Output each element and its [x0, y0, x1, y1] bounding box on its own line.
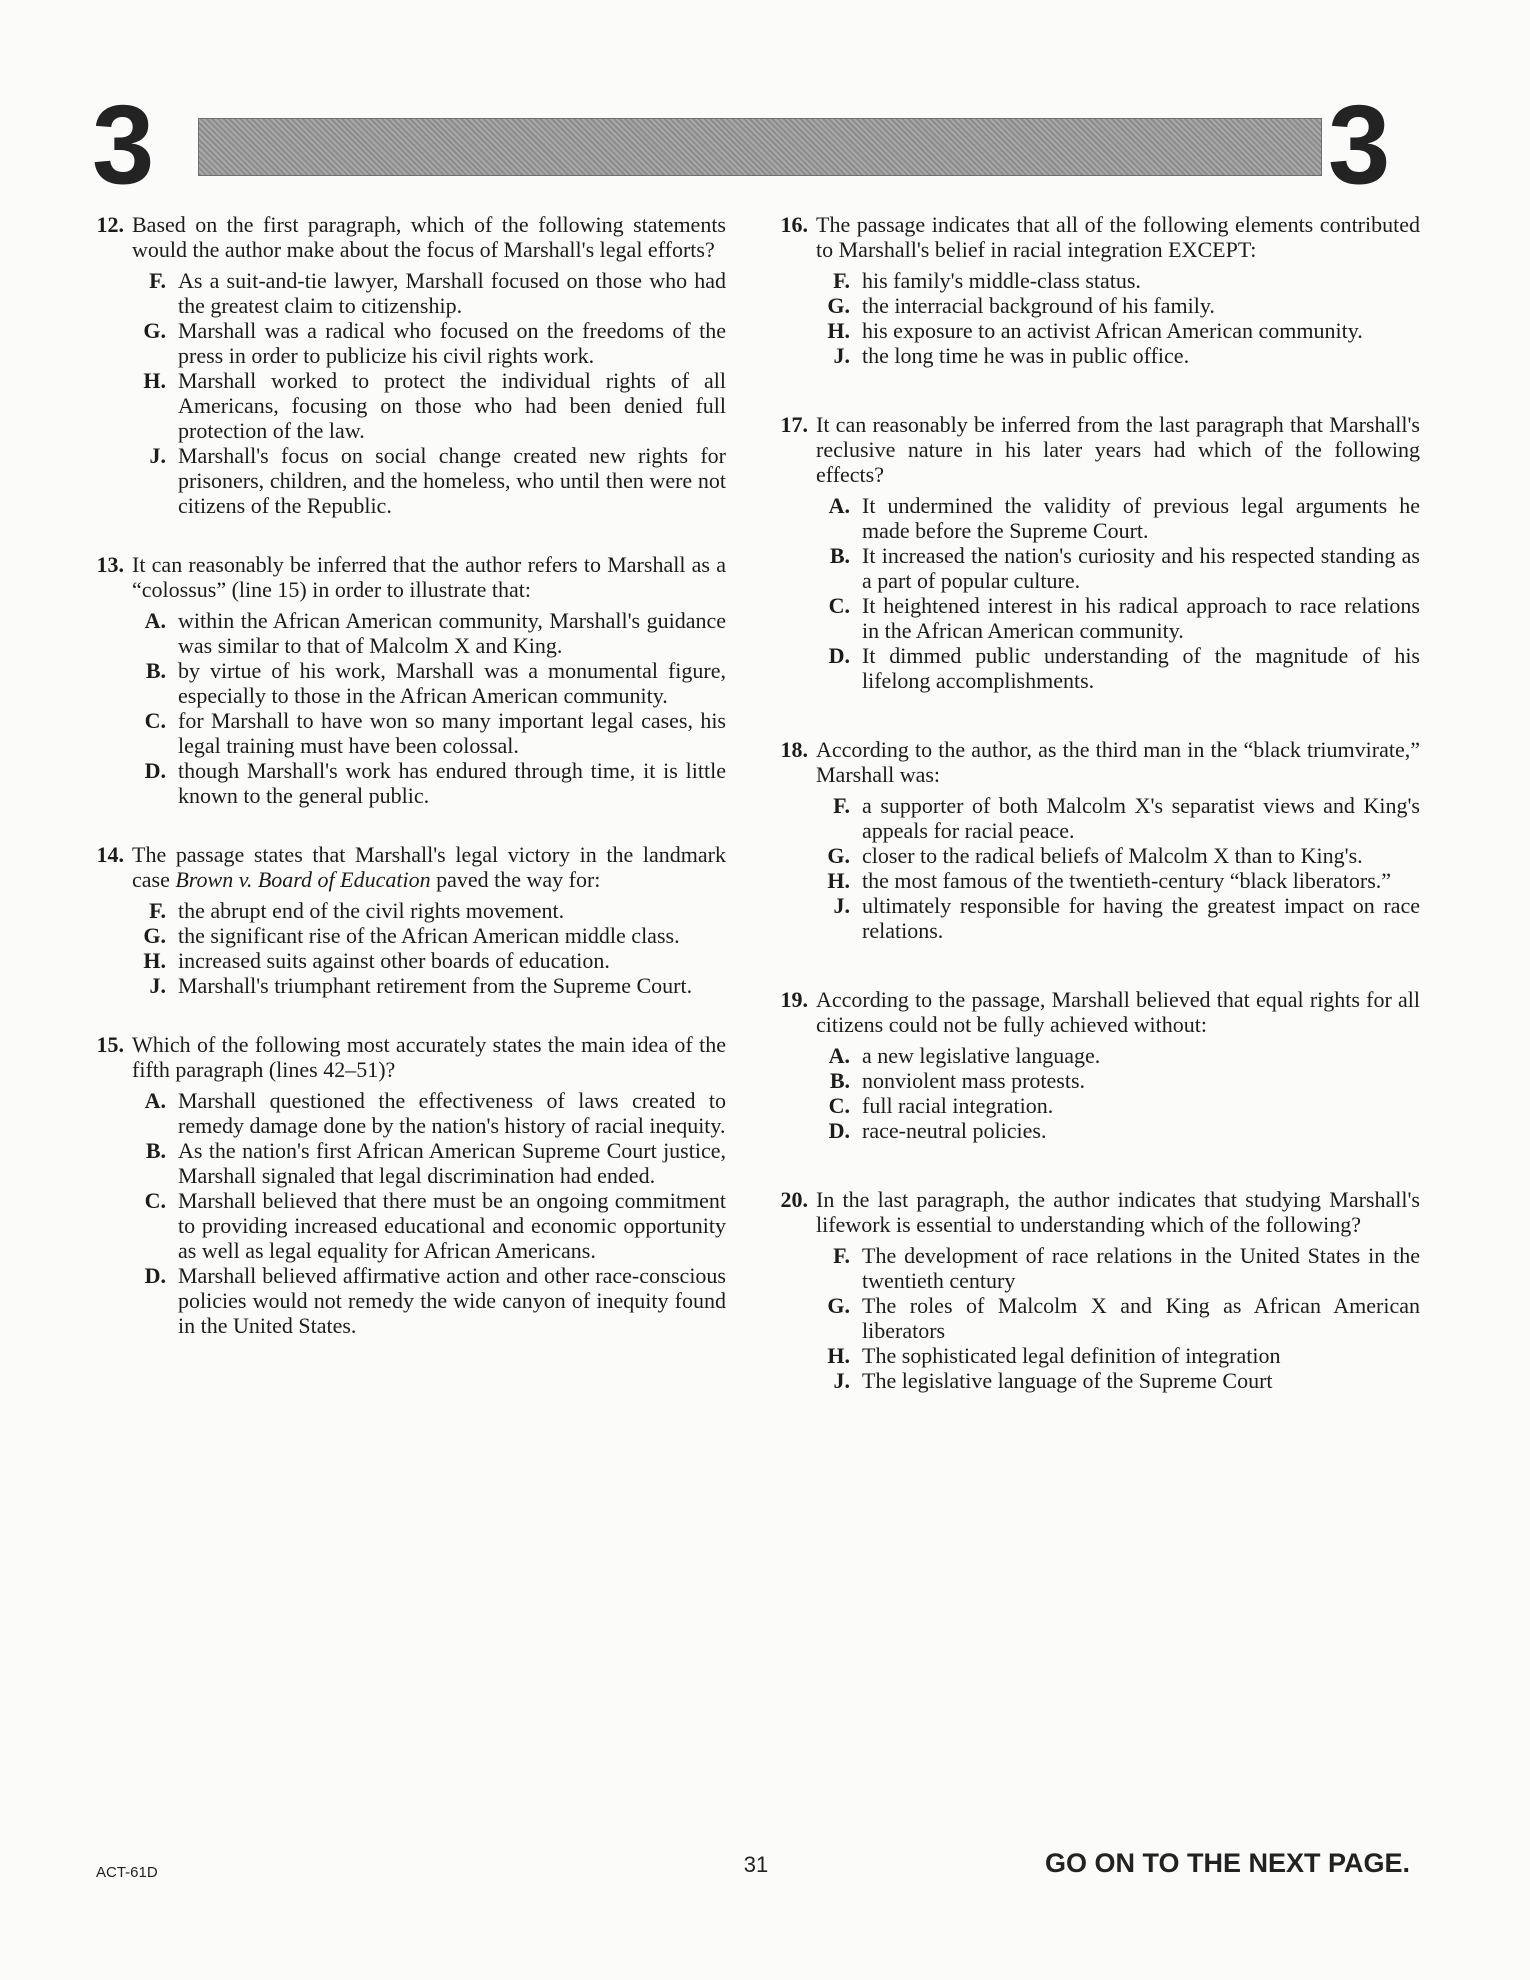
option-letter: J.: [833, 1368, 850, 1393]
answer-option-f[interactable]: [86, 898, 726, 923]
answer-option-j[interactable]: [86, 443, 726, 518]
question-number: 19.: [780, 987, 808, 1012]
option-letter: D.: [144, 758, 166, 783]
option-text: ultimately responsible for having the greatest impact on race relations.: [862, 893, 1420, 943]
option-text: The sophisticated legal definition of integration: [862, 1343, 1281, 1368]
option-letter: C.: [828, 1093, 850, 1118]
question-18: [770, 737, 1420, 943]
question-number: 14.: [96, 842, 124, 867]
question-number: 16.: [780, 212, 808, 237]
question-20: [770, 1187, 1420, 1393]
answer-option-a[interactable]: [86, 608, 726, 658]
option-letter: H.: [827, 318, 850, 343]
question-stem: According to the author, as the third man in the “black triumvirate,” Marshall was:: [816, 737, 1420, 787]
answer-option-c[interactable]: [770, 593, 1420, 643]
option-text: It increased the nation's curiosity and his respected standing as a part of popular culture.: [862, 543, 1420, 593]
option-text: Marshall worked to protect the individual rights of all Americans, focusing on those who had been denied full protection of the law.: [178, 368, 726, 443]
answer-option-f[interactable]: [770, 1243, 1420, 1293]
option-text: for Marshall to have won so many important legal cases, his legal training must have been colossal.: [178, 708, 726, 758]
section-number-left: 3: [92, 82, 155, 207]
right-column: [770, 212, 1420, 1393]
option-letter: B.: [829, 543, 850, 568]
answer-option-d[interactable]: [86, 758, 726, 808]
option-letter: F.: [833, 793, 850, 818]
option-letter: A.: [144, 608, 166, 633]
question-19: [770, 987, 1420, 1143]
question-12: [86, 212, 726, 518]
option-text: the abrupt end of the civil rights movement.: [178, 898, 565, 923]
option-text: It undermined the validity of previous legal arguments he made before the Supreme Court.: [862, 493, 1420, 543]
question-stem: In the last paragraph, the author indicates that studying Marshall's lifework is essential to understanding which of the following?: [816, 1187, 1420, 1237]
case-name: Brown v. Board of Education: [175, 867, 431, 892]
answer-option-d[interactable]: [770, 643, 1420, 693]
answer-option-c[interactable]: [86, 708, 726, 758]
option-letter: H.: [827, 868, 850, 893]
option-text: the long time he was in public office.: [862, 343, 1190, 368]
question-number: 12.: [96, 212, 124, 237]
answer-option-c[interactable]: [86, 1188, 726, 1263]
option-text: As a suit-and-tie lawyer, Marshall focused on those who had the greatest claim to citizenship.: [178, 268, 726, 318]
question-16: [770, 212, 1420, 368]
option-letter: J.: [833, 343, 850, 368]
option-text: The development of race relations in the United States in the twentieth century: [862, 1243, 1420, 1293]
option-text: It dimmed public understanding of the magnitude of his lifelong accomplishments.: [862, 643, 1420, 693]
option-letter: G.: [827, 293, 850, 318]
option-letter: J.: [149, 973, 166, 998]
option-letter: D.: [828, 1118, 850, 1143]
form-code: ACT-61D: [96, 1864, 158, 1881]
answer-option-c[interactable]: [770, 1093, 1420, 1118]
option-letter: A.: [144, 1088, 166, 1113]
option-letter: B.: [145, 1138, 166, 1163]
option-text: race-neutral policies.: [862, 1118, 1047, 1143]
option-letter: F.: [149, 268, 166, 293]
answer-option-b[interactable]: [770, 1068, 1420, 1093]
answer-option-b[interactable]: [86, 1138, 726, 1188]
answer-option-b[interactable]: [86, 658, 726, 708]
option-letter: G.: [827, 1293, 850, 1318]
answer-option-a[interactable]: [770, 1043, 1420, 1068]
option-text: the most famous of the twentieth-century “black liberators.”: [862, 868, 1392, 893]
answer-option-j[interactable]: [770, 1368, 1420, 1393]
option-letter: G.: [143, 318, 166, 343]
option-text: the significant rise of the African American middle class.: [178, 923, 680, 948]
option-text: Marshall believed affirmative action and other race-conscious policies would not remedy the wide canyon of inequity found in the United States.: [178, 1263, 726, 1338]
question-17: [770, 412, 1420, 693]
option-letter: C.: [828, 593, 850, 618]
option-letter: A.: [828, 493, 850, 518]
option-text: the interracial background of his family.: [862, 293, 1215, 318]
question-stem: According to the passage, Marshall believed that equal rights for all citizens could not be fully achieved without:: [816, 987, 1420, 1037]
answer-option-a[interactable]: [86, 1088, 726, 1138]
question-stem: It can reasonably be inferred from the last paragraph that Marshall's reclusive nature in his later years had which of the following effects?: [816, 412, 1420, 487]
answer-option-j[interactable]: [770, 893, 1420, 943]
answer-option-f[interactable]: [86, 268, 726, 318]
option-letter: H.: [143, 948, 166, 973]
option-letter: C.: [144, 1188, 166, 1213]
option-letter: D.: [828, 643, 850, 668]
go-on-instruction: GO ON TO THE NEXT PAGE.: [1044, 1848, 1410, 1878]
option-letter: H.: [143, 368, 166, 393]
answer-option-h[interactable]: [770, 868, 1420, 893]
option-text: his family's middle-class status.: [862, 268, 1141, 293]
option-text: a new legislative language.: [862, 1043, 1101, 1068]
option-text: a supporter of both Malcolm X's separatist views and King's appeals for racial peace.: [862, 793, 1420, 843]
section-number-right: 3: [1328, 82, 1391, 207]
answer-option-g[interactable]: [86, 923, 726, 948]
question-stem: Which of the following most accurately states the main idea of the fifth paragraph (lines 42–51)?: [132, 1032, 726, 1082]
question-14: [86, 842, 726, 998]
answer-option-a[interactable]: [770, 493, 1420, 543]
option-text: increased suits against other boards of education.: [178, 948, 610, 973]
answer-option-j[interactable]: [770, 343, 1420, 368]
option-letter: C.: [144, 708, 166, 733]
answer-option-d[interactable]: [86, 1263, 726, 1338]
answer-option-b[interactable]: [770, 543, 1420, 593]
option-text: Marshall believed that there must be an ongoing commitment to providing increased educational and economic opportunity as well as legal equality for African Americans.: [178, 1188, 726, 1263]
answer-option-g[interactable]: [770, 843, 1420, 868]
option-text: As the nation's first African American Supreme Court justice, Marshall signaled that legal discrimination had ended.: [178, 1138, 726, 1188]
option-letter: J.: [149, 443, 166, 468]
answer-option-g[interactable]: [770, 1293, 1420, 1343]
answer-option-j[interactable]: [86, 973, 726, 998]
option-text: though Marshall's work has endured through time, it is little known to the general public.: [178, 758, 726, 808]
option-text: full racial integration.: [862, 1093, 1054, 1118]
option-text: within the African American community, Marshall's guidance was similar to that of Malcolm X and King.: [178, 608, 726, 658]
question-stem: It can reasonably be inferred that the author refers to Marshall as a “colossus” (line 15) in order to illustrate that:: [132, 552, 726, 602]
section-header-bar: [198, 118, 1322, 176]
question-stem: Based on the first paragraph, which of the following statements would the author make about the focus of Marshall's legal efforts?: [132, 212, 726, 262]
option-letter: B.: [145, 658, 166, 683]
question-number: 20.: [780, 1187, 808, 1212]
option-letter: F.: [833, 268, 850, 293]
answer-option-h[interactable]: [86, 368, 726, 443]
option-letter: A.: [828, 1043, 850, 1068]
option-text: The roles of Malcolm X and King as African American liberators: [862, 1293, 1420, 1343]
answer-option-g[interactable]: [86, 318, 726, 368]
question-stem: The passage states that Marshall's legal victory in the landmark case Brown v. Board of Education paved the way for:: [132, 842, 726, 892]
question-number: 13.: [96, 552, 124, 577]
answer-option-g[interactable]: [770, 293, 1420, 318]
question-number: 17.: [780, 412, 808, 437]
answer-option-d[interactable]: [770, 1118, 1420, 1143]
question-13: [86, 552, 726, 808]
option-text: closer to the radical beliefs of Malcolm X than to King's.: [862, 843, 1363, 868]
question-number: 18.: [780, 737, 808, 762]
option-letter: G.: [827, 843, 850, 868]
option-text: Marshall questioned the effectiveness of laws created to remedy damage done by the nation's history of racial inequity.: [178, 1088, 726, 1138]
page-number: 31: [743, 1852, 769, 1877]
option-text: Marshall's triumphant retirement from the Supreme Court.: [178, 973, 693, 998]
option-letter: F.: [149, 898, 166, 923]
question-stem: The passage indicates that all of the following elements contributed to Marshall's belief in racial integration EXCEPT:: [816, 212, 1420, 262]
option-text: nonviolent mass protests.: [862, 1068, 1086, 1093]
answer-option-f[interactable]: [770, 268, 1420, 293]
option-letter: G.: [143, 923, 166, 948]
option-letter: B.: [829, 1068, 850, 1093]
answer-option-h[interactable]: [770, 1343, 1420, 1368]
answer-option-f[interactable]: [770, 793, 1420, 843]
answer-option-h[interactable]: [770, 318, 1420, 343]
option-text: his exposure to an activist African American community.: [862, 318, 1363, 343]
option-text: It heightened interest in his radical approach to race relations in the African American community.: [862, 593, 1420, 643]
option-letter: D.: [144, 1263, 166, 1288]
option-letter: H.: [827, 1343, 850, 1368]
option-text: by virtue of his work, Marshall was a monumental figure, especially to those in the African American community.: [178, 658, 726, 708]
question-number: 15.: [96, 1032, 124, 1057]
question-15: [86, 1032, 726, 1338]
option-text: Marshall was a radical who focused on the freedoms of the press in order to publicize his civil rights work.: [178, 318, 726, 368]
option-text: Marshall's focus on social change created new rights for prisoners, children, and the homeless, who until then were not citizens of the Republic.: [178, 443, 726, 518]
option-letter: J.: [833, 893, 850, 918]
left-column: [86, 212, 726, 1338]
answer-option-h[interactable]: [86, 948, 726, 973]
option-letter: F.: [833, 1243, 850, 1268]
option-text: The legislative language of the Supreme Court: [862, 1368, 1273, 1393]
